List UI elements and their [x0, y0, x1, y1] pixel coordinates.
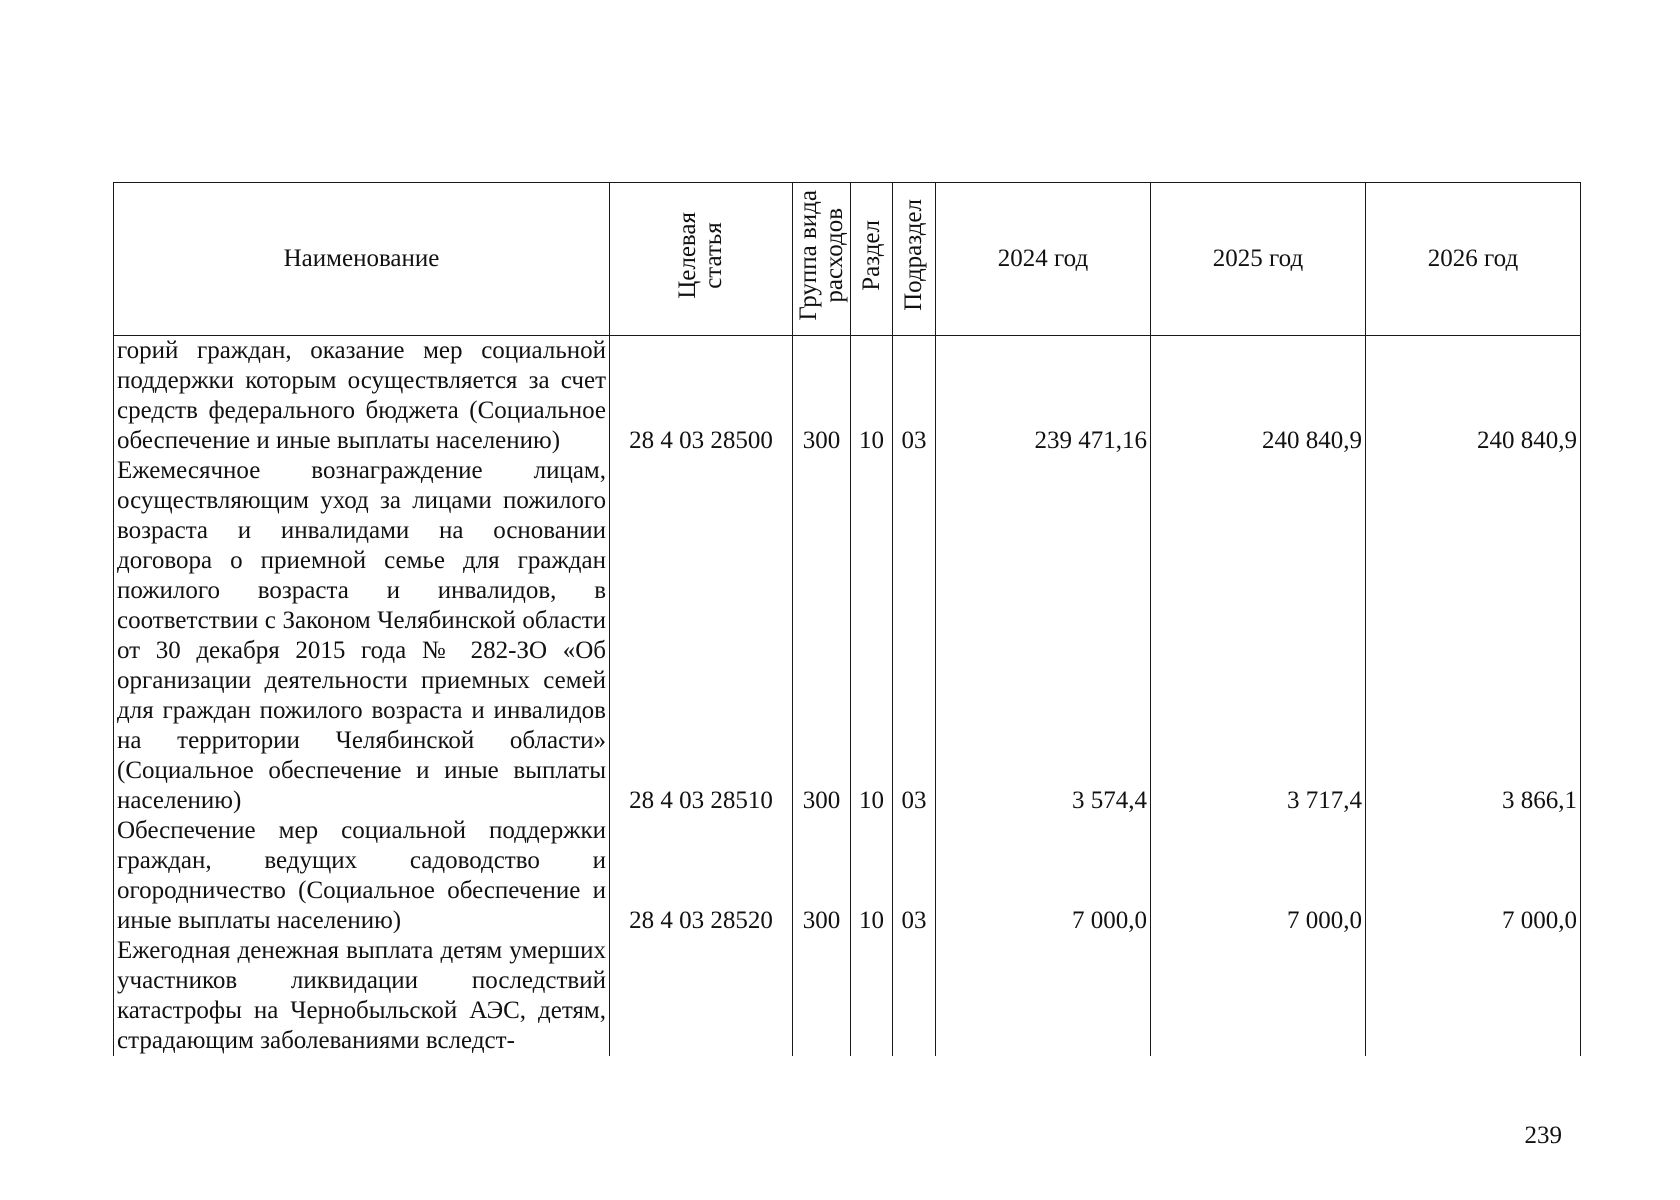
row-2025	[1151, 936, 1366, 1056]
row-target: 28 4 03 28520	[610, 816, 793, 936]
row-2024: 239 471,16	[936, 336, 1151, 457]
row-target: 28 4 03 28500	[610, 336, 793, 457]
row-2024: 7 000,0	[936, 816, 1151, 936]
row-section: 10	[851, 816, 893, 936]
header-2026: 2026 год	[1366, 183, 1581, 336]
header-target: Целевая статья	[610, 183, 793, 336]
row-name: горий граждан, оказание мер социальной поддержки которым осуществляется за счет средств федерального бюджета (Социальное обеспечение и иные выплаты населению)	[114, 336, 610, 457]
row-group	[793, 936, 851, 1056]
header-2024: 2024 год	[936, 183, 1151, 336]
table-row	[114, 816, 1581, 936]
page-number: 239	[1524, 1122, 1562, 1149]
row-name: Обеспечение мер социальной поддержки граждан, ведущих садоводство и огородничество (Социальное обеспечение и иные выплаты населению)	[114, 816, 610, 936]
row-name: Ежегодная денежная выплата детям умерших участников ликвидации последствий катастрофы на Чернобыльской АЭС, детям, страдающим заболеваниями вследст-	[114, 936, 610, 1056]
budget-table	[113, 182, 1581, 1056]
row-section: 10	[851, 456, 893, 816]
table-header-row	[114, 183, 1581, 336]
row-2026: 3 866,1	[1366, 456, 1581, 816]
header-section: Раздел	[851, 183, 893, 336]
header-2025: 2025 год	[1151, 183, 1366, 336]
row-2025: 240 840,9	[1151, 336, 1366, 457]
row-target: 28 4 03 28510	[610, 456, 793, 816]
row-2025: 3 717,4	[1151, 456, 1366, 816]
row-group: 300	[793, 816, 851, 936]
header-group: Группа вида расходов	[793, 183, 851, 336]
table-row	[114, 336, 1581, 457]
row-section: 10	[851, 336, 893, 457]
table-row	[114, 936, 1581, 1056]
row-target	[610, 936, 793, 1056]
row-2025: 7 000,0	[1151, 816, 1366, 936]
row-subsection: 03	[893, 816, 936, 936]
row-group: 300	[793, 336, 851, 457]
row-name: Ежемесячное вознаграждение лицам, осуществляющим уход за лицами пожилого возраста и инвалидами на основании договора о приемной семье для граждан пожилого возраста и инвалидов, в соответствии с Законом Челябинской области от 30 декабря 2015 года № 282-ЗО «Об организации деятельности приемных семей для граждан пожилого возраста и инвалидов на территории Челябинской области» (Социальное обеспечение и иные выплаты населению)	[114, 456, 610, 816]
row-subsection: 03	[893, 456, 936, 816]
row-2026	[1366, 936, 1581, 1056]
row-subsection: 03	[893, 336, 936, 457]
header-subsection: Подраздел	[893, 183, 936, 336]
row-2026: 240 840,9	[1366, 336, 1581, 457]
row-2024	[936, 936, 1151, 1056]
row-2026: 7 000,0	[1366, 816, 1581, 936]
table-row	[114, 456, 1581, 816]
header-name: Наименование	[114, 183, 610, 336]
row-group: 300	[793, 456, 851, 816]
row-section	[851, 936, 893, 1056]
row-2024: 3 574,4	[936, 456, 1151, 816]
row-subsection	[893, 936, 936, 1056]
